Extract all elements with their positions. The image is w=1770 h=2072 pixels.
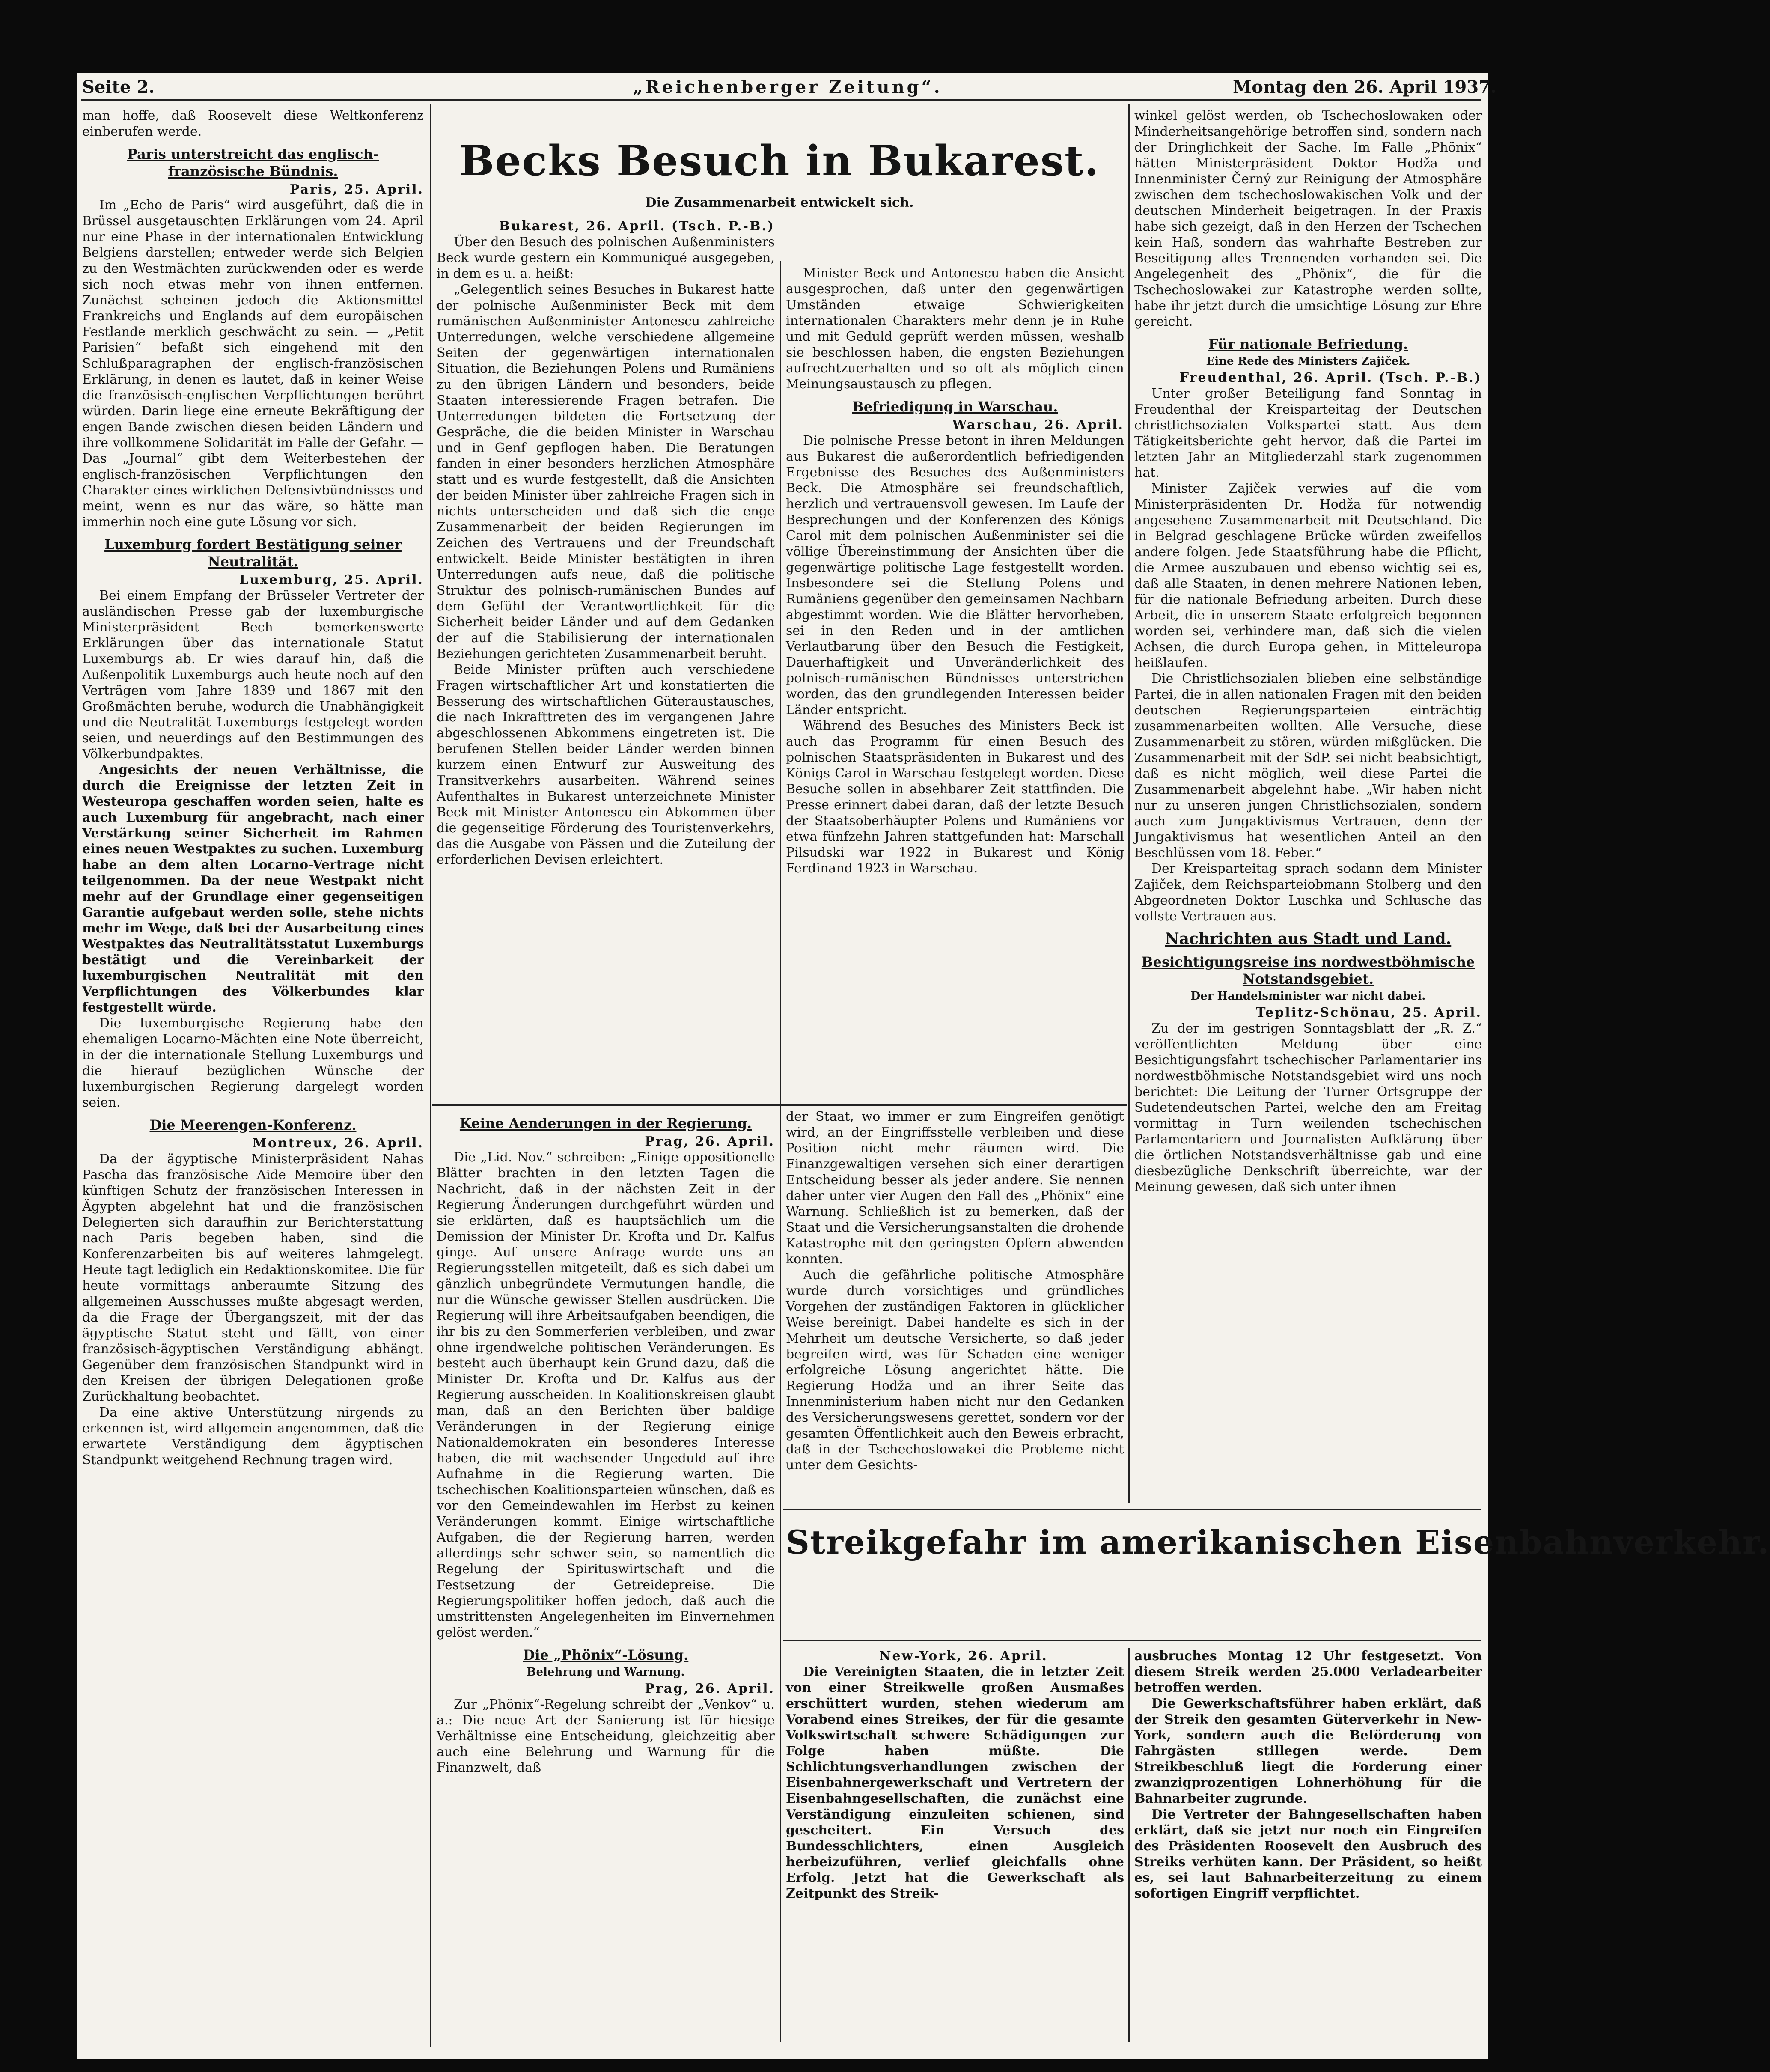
article-subheadline: Eine Rede des Ministers Zajiček.	[1206, 355, 1410, 368]
column-4	[1134, 108, 1482, 1503]
article-headline: Die Meerengen-Konferenz.	[149, 1117, 357, 1133]
article-paragraph: Die polnische Presse betont in ihren Meldungen aus Bukarest die außerordentlich befriedigenden Ergebnisse des Besuches des Außenministers Beck. Die Atmosphäre sei freundschaftlich, herzlich und vertrauensvoll gewesen. Im Laufe der Besprechungen und der Konferenzen des Königs Carol mit dem polnischen Außenminister sei die völlige Übereinstimmung der Ansichten über die gegenwärtige politische Lage festgestellt worden. Insbesondere sei die Stellung Polens und Rumäniens gegenüber den gemeinsamen Nachbarn abgestimmt worden. Wie die Blätter hervorheben, sei in den Reden und in der amtlichen Verlautbarung über den Besuch die Festigkeit, Dauerhaftigkeit und Unveränderlichkeit des polnisch-rumänischen Bündnisses unterstrichen worden, das den grundlegenden Interessen beider Länder entspricht.	[786, 433, 1124, 717]
article-paragraph: Angesichts der neuen Verhältnisse, die durch die Ereignisse der letzten Zeit in Westeuropa geschaffen worden seien, halte es auch Luxemburg für angebracht, nach einer Verstärkung seiner Sicherheit im Rahmen eines neuen Westpaktes zu suchen. Luxemburg habe an dem alten Locarno-Vertrage nicht teilgenommen. Da der neue Westpakt nicht mehr auf der Grundlage einer gegenseitigen Garantie aufgebaut werden solle, stehe nichts mehr im Wege, daß bei der Ausarbeitung eines Westpaktes das Neutralitätsstatut Luxemburgs bestätigt und die Vereinbarkeit der luxemburgischen Neutralität mit den Verpflichtungen des Völkerbundes klar festgestellt würde.	[82, 762, 424, 1015]
article-paragraph: Die Gewerkschaftsführer haben erklärt, daß der Streik den gesamten Güterverkehr in New-York, sondern auch die Beförderung von Fahrgästen stillegen werde. Dem Streikbeschluß liegt die Forderung einer zwanzigprozentigen Lohnerhöhung für die Bahnarbeiter zugrunde.	[1134, 1696, 1482, 1806]
column-3-lower	[786, 1109, 1124, 1505]
article-dateline: New-York, 26. April.	[879, 1649, 1048, 1664]
column-2-main-story	[437, 218, 775, 1100]
article-dateline: Luxemburg, 25. April.	[239, 572, 424, 587]
article-paragraph: Minister Zajiček verwies auf die vom Ministerpräsidenten Dr. Hodža für notwendig angesehene Zusammenarbeit mit Deutschland. Die in Belgrad geschlagene Brücke würden zweifellos andere folgen. Jede Staatsführung habe die Pflicht, die Armee auszubauen und ebenso wichtig sei es, daß alle Staaten, in denen mehrere Nationen leben, für die nationale Befriedung arbeiten. Durch diese Arbeit, die in unserem Staate erfolgreich begonnen worden sei, verhindere man, daß sich die vielen Achsen, die durch Europa gehen, in Mitteleuropa heißlaufen.	[1134, 481, 1482, 670]
article-paragraph: winkel gelöst werden, ob Tschechoslowaken oder Minderheitsangehörige betroffen sind, sondern nach der Dringlichkeit der Sache. Im Falle „Phönix“ hätten Ministerpräsident Doktor Hodža und Innenminister Černý zur Reinigung der Atmosphäre zwischen dem tschechoslowakischen Volk und der deutschen Minderheit beigetragen. In der Praxis habe sich gezeigt, daß in den Herzen der Tschechen kein Haß, sondern das wahrhafte Bestreben zur Beseitigung alles Trennenden vorhanden sei. Die Angelegenheit des „Phönix“, die für die Tschechoslowakei zur Katastrophe werden sollte, habe ihr jetzt durch die umsichtige Lösung zur Ehre gereicht.	[1134, 108, 1482, 329]
issue-date: Montag den 26. April 1937.	[1233, 77, 1496, 97]
article-headline: Keine Aenderungen in der Regierung.	[459, 1115, 752, 1131]
article-dateline: Freudenthal, 26. April. (Tsch. P.-B.)	[1179, 370, 1482, 385]
masthead: „Reichenberger Zeitung“.	[633, 77, 943, 97]
article-headline: Luxemburg fordert Bestätigung seiner Neutralität.	[104, 536, 402, 570]
article-continuation: man hoffe, daß Roosevelt diese Weltkonferenz einberufen werde.	[82, 108, 424, 139]
article-headline: Besichtigungsreise ins nordwestböhmische Notstandsgebiet.	[1141, 954, 1475, 987]
article-paragraph: Zu der im gestrigen Sonntagsblatt der „R. Z.“ veröffentlichten Meldung über eine Besichtigungsfahrt tschechischer Parlamentarier ins nordwestböhmische Notstandsgebiet wird uns noch berichtet: Die Leitung der Turner Ortsgruppe der Sudetendeutschen Partei, welche den am Freitag vormittag in Turn weilenden tschechischen Parlamentariern und Journalisten Aufklärung über die örtlichen Notstandsverhältnisse gab und eine diesbezügliche Denkschrift überreichte, war der Meinung gewesen, daß sich unter ihnen	[1134, 1021, 1482, 1194]
main-subheadline: Die Zusammenarbeit entwickelt sich.	[645, 195, 914, 210]
article-dateline: Bukarest, 26. April. (Tsch. P.-B.)	[499, 219, 775, 234]
main-headline: Becks Besuch in Bukarest.	[459, 137, 1100, 185]
header-rule	[81, 99, 1481, 101]
article-paragraph: „Gelegentlich seines Besuches in Bukarest hatte der polnische Außenminister Beck mit dem rumänischen Außenminister Antonescu zahlreiche Unterredungen, welche verschiedene allgemeine Seiten der gegenwärtigen internationalen Situation, die Beziehungen Polens und Rumäniens zu den übrigen Ländern und besonders, beide Staaten interessierende Fragen betrafen. Die Unterredungen bildeten die Fortsetzung der Gespräche, die die beiden Minister in Warschau und in Genf gepflogen haben. Die Beratungen fanden in einer besonders herzlichen Atmosphäre statt und es wurde festgestellt, daß die Ansichten der beiden Minister über zahlreiche Fragen sich in nichts unterscheiden und daß sich die enge Zusammenarbeit der beiden Regierungen im Zeichen des Vertrauens und der Freundschaft entwickelt. Beide Minister bestätigten in ihren Unterredungen aufs neue, daß die politische Struktur des polnisch-rumänischen Bundes auf dem Gefühl der Verantwortlichkeit für die Sicherheit beider Länder und auf dem Gedanken der auf die Stabilisierung der internationalen Beziehungen gerichteten Zusammenarbeit beruht.	[437, 282, 775, 661]
article-dateline: Montreux, 26. April.	[252, 1136, 424, 1151]
article-subheadline: Belehrung und Warnung.	[527, 1666, 685, 1679]
article-headline: Für nationale Befriedung.	[1208, 336, 1408, 352]
article-dateline: Prag, 26. April.	[645, 1134, 775, 1149]
article-paragraph: Im „Echo de Paris“ wird ausgeführt, daß die in Brüssel ausgetauschten Erklärungen vom 24. April nur eine Phase in der internationalen Entwicklung Belgiens darstellen; entweder werde sich Belgien zu den Westmächten zurückwenden oder es werde sich noch etwas mehr von ihnen entfernen. Zunächst scheinen jedoch die Aktionsmittel Frankreichs und Englands auf dem europäischen Festlande merklich geschwächt zu sein. — „Petit Parisien“ befaßt sich eingehend mit den Schlußparagraphen der englisch-französischen Erklärung, in denen es lautet, daß in keiner Weise die französisch-englischen Verpflichtungen berührt würden. Darin liege eine erneute Bekräftigung der engen Bande zwischen diesen beiden Ländern und ihre vollkommene Solidarität im Falle der Gefahr. — Das „Journal“ gibt dem Weiterbestehen der englisch-französischen Verpflichtungen den Charakter eines wirklichen Defensivbündnisses und meint, wenn es nur das wäre, so hätte man immerhin noch eine gute Lösung vor sich.	[82, 198, 424, 530]
column-3-main-story	[786, 265, 1124, 1100]
article-paragraph: Unter großer Beteiligung fand Sonntag in Freudenthal der Kreisparteitag der Deutschen christlichsozialen Volkspartei statt. Aus dem Tätigkeitsberichte geht hervor, daß die Partei im letzten Jahr an Mitgliederzahl stark zugenommen hat.	[1134, 386, 1482, 480]
article-headline: Befriedigung in Warschau.	[852, 399, 1058, 415]
strike-column-b	[1134, 1648, 1482, 2042]
section-heading: Nachrichten aus Stadt und Land.	[1165, 930, 1452, 948]
column-1	[82, 108, 424, 2043]
article-paragraph: Die „Lid. Nov.“ schreiben: „Einige oppositionelle Blätter brachten in den letzten Tagen die Nachricht, daß in der nächsten Zeit in der Regierung Änderungen durchgeführt würden und sie erklärten, daß es hauptsächlich um die Demission der Minister Dr. Krofta und Dr. Kalfus ginge. Auf unsere Anfrage wurde uns an Regierungsstellen mitgeteilt, daß es sich dabei um gänzlich unbegründete Vermutungen handle, die nur die Wünsche gewisser Stellen ausdrücken. Die Regierung will ihre Arbeitsaufgaben beendigen, die ihr bis zu den Sommerferien verbleiben, und zwar ohne irgendwelche politischen Veränderungen. Es besteht auch überhaupt kein Grund dazu, daß die Minister Dr. Krofta und Dr. Kalfus aus der Regierung ausscheiden. In Koalitionskreisen glaubt man, daß an den Berichten über baldige Veränderungen in der Regierung einige Nationaldemokraten ein besonderes Interesse haben, die mit wachsender Ungeduld auf ihre Aufnahme in die Regierung warten. Die tschechischen Koalitionsparteien wünschen, daß es vor den Gemeindewahlen im Herbst zu keinen Veränderungen kommt. Einige wirtschaftliche Aufgaben, die der Regierung harren, werden allerdings sehr schwer sein, so namentlich die Regelung der Spirituswirtschaft und die Festsetzung der Getreidepreise. Die Regierungspolitiker hoffen jedoch, daß auch die umstrittensten Angelegenheiten im Einvernehmen gelöst werden.“	[437, 1150, 775, 1640]
column-rule	[1128, 1648, 1130, 2042]
article-paragraph: Minister Beck und Antonescu haben die Ansicht ausgesprochen, daß unter den gegenwärtigen Umständen etwaige Schwierigkeiten internationalen Charakters mehr denn je in Ruhe und mit Geduld geprüft werden müssen, weshalb sie beschlossen haben, die engsten Beziehungen aufrechtzuerhalten und so oft als möglich einen Meinungsaustausch zu pflegen.	[786, 266, 1124, 392]
strike-headline: Streikgefahr im amerikanischen Eisenbahnverkehr.	[786, 1523, 1770, 1561]
strike-column-a	[786, 1648, 1124, 2042]
column-rule	[780, 261, 781, 2042]
article-paragraph: Auch die gefährliche politische Atmosphäre wurde durch vorsichtiges und gründliches Vorgehen der zuständigen Faktoren in glücklicher Weise bereinigt. Dabei handelte es sich in der Mehrheit um deutsche Versicherte, so daß jeder begreifen wird, was für Schaden eine weniger erfolgreiche Lösung angerichtet hätte. Die Regierung Hodža und an ihrer Seite das Innenministerium haben nicht nur den Gedanken des Versicherungswesens gerettet, sondern vor der gesamten Öffentlichkeit auch den Beweis erbracht, daß in der Tschechoslowakei die Probleme nicht unter dem Gesichts-	[786, 1268, 1124, 1473]
article-headline: Paris unterstreicht das englisch-französische Bündnis.	[127, 146, 379, 179]
article-headline: Die „Phönix“-Lösung.	[523, 1647, 689, 1663]
article-dateline: Warschau, 26. April.	[952, 417, 1124, 432]
article-paragraph: Die luxemburgische Regierung habe den ehemaligen Locarno-Mächten eine Note überreicht, in der die internationale Stellung Luxemburgs und die hierauf bezüglichen Wünsche der luxemburgischen Regierung dargelegt worden seien.	[82, 1016, 424, 1110]
article-paragraph: Da der ägyptische Ministerpräsident Nahas Pascha das französische Aide Memoire über den künftigen Schutz der französischen Interessen in Ägypten abgelehnt hat und die französischen Delegierten sich daraufhin zur Berichterstattung nach Paris begeben haben, sind die Konferenzarbeiten bis auf weiteres lahmgelegt. Heute tagt lediglich ein Redaktionskomitee. Die für heute vormittags anberaumte Sitzung des allgemeinen Ausschusses mußte abgesagt werden, da die Frage der Übergangszeit, mit der das ägyptische Statut steht und fällt, von einer französisch-ägyptischen Verständigung abhängt. Gegenüber dem französischen Standpunkt wird in den Kreisen der übrigen Delegationen große Zurückhaltung beobachtet.	[82, 1152, 424, 1404]
article-paragraph: Über den Besuch des polnischen Außenministers Beck wurde gestern ein Kommuniqué ausgegeben, in dem es u. a. heißt:	[437, 235, 775, 281]
column-rule	[430, 104, 431, 2047]
article-paragraph: Die Christlichsozialen blieben eine selbständige Partei, die in allen nationalen Fragen mit den beiden deutschen Regierungsparteien einträchtig zusammenarbeiten wollten. Alle Versuche, diese Zusammenarbeit zu stören, würden mißglücken. Die Zusammenarbeit mit der SdP. sei nicht beabsichtigt, daß es nicht möglich, weil diese Partei die Zusammenarbeit abgelehnt habe. „Wir haben nicht nur zu unseren jungen Christlichsozialen, sondern auch zum Jungaktivismus Vertrauen, denn der Jungaktivismus hat wesentlichen Anteil an den Beschlüssen vom 18. Feber.“	[1134, 671, 1482, 860]
article-subheadline: Der Handelsminister war nicht dabei.	[1190, 990, 1426, 1003]
section-rule	[783, 1640, 1481, 1641]
article-paragraph: Die Vereinigten Staaten, die in letzter Zeit von einer Streikwelle großen Ausmaßes erschüttert wurden, stehen wiederum am Vorabend eines Streikes, der für die gesamte Volkswirtschaft schwere Schädigungen zur Folge haben müßte. Die Schlichtungsverhandlungen zwischen der Eisenbahnergewerkschaft und Vertretern der Eisenbahngesellschaften, die zunächst eine Verständigung einzuleiten schienen, sind gescheitert. Ein Versuch des Bundesschlichters, einen Ausgleich herbeizuführen, verlief gleichfalls ohne Erfolg. Jetzt hat die Gewerkschaft als Zeitpunkt des Streik-	[786, 1664, 1124, 1901]
article-dateline: Prag, 26. April.	[645, 1681, 775, 1696]
column-2-lower	[437, 1109, 775, 2042]
page-number: Seite 2.	[82, 77, 155, 97]
newspaper-page	[77, 73, 1770, 2059]
article-paragraph: Die Vertreter der Bahngesellschaften haben erklärt, daß sie jetzt nur noch ein Eingreifen des Präsidenten Roosevelt den Ausbruch des Streiks verhüten kann. Der Präsident, so heißt es, sei laut Bahnarbeiterzeitung zu einem sofortigen Eingriff verpflichtet.	[1134, 1807, 1482, 1901]
article-paragraph: ausbruches Montag 12 Uhr festgesetzt. Von diesem Streik werden 25.000 Verladearbeiter betroffen werden.	[1134, 1649, 1482, 1695]
column-rule	[1128, 104, 1130, 1503]
section-rule	[432, 1104, 1127, 1106]
article-dateline: Paris, 25. April.	[289, 182, 424, 197]
article-paragraph: der Staat, wo immer er zum Eingreifen genötigt wird, an der Eingriffsstelle verbleiben und diese Position nicht mehr räumen wird. Die Finanzgewaltigen versehen sich einer derartigen Entscheidung besser als jeder andere. Sie nennen daher unter vier Augen den Fall des „Phönix“ eine Warnung. Schließlich ist zu bemerken, daß der Staat und die Versicherungsanstalten die drohende Katastrophe mit den geringsten Opfern abwenden konnten.	[786, 1109, 1124, 1267]
section-rule	[783, 1509, 1481, 1510]
article-paragraph: Zur „Phönix“-Regelung schreibt der „Venkov“ u. a.: Die neue Art der Sanierung ist für hiesige Verhältnisse eine Entscheidung, gleichzeitig aber auch eine Belehrung und Warnung für die Finanzwelt, daß	[437, 1697, 775, 1775]
article-paragraph: Beide Minister prüften auch verschiedene Fragen wirtschaftlicher Art und konstatierten die Besserung des wirtschaftlichen Güteraustausches, die nach Inkrafttreten des im vergangenen Jahre abgeschlossenen Abkommens eingetreten ist. Die berufenen Stellen beider Länder werden binnen kurzem einen Entwurf zur Ausweitung des Transitverkehrs ausarbeiten. Während seines Aufenthaltes in Bukarest unterzeichnete Minister Beck mit Minister Antonescu ein Abkommen über die gegenseitige Förderung des Touristenverkehrs, das die Ausgabe von Pässen und die Zuteilung der erforderlichen Devisen erleichtert.	[437, 662, 775, 867]
article-paragraph: Während des Besuches des Ministers Beck ist auch das Programm für einen Besuch des polnischen Staatspräsidenten in Bukarest und des Königs Carol in Warschau festgelegt worden. Diese Besuche sollen in absehbarer Zeit stattfinden. Die Presse erinnert dabei daran, daß der letzte Besuch der Staatsoberhäupter Polens und Rumäniens vor etwa fünfzehn Jahren stattgefunden hat: Marschall Pilsudski war 1922 in Bukarest und König Ferdinand 1923 in Warschau.	[786, 718, 1124, 876]
article-paragraph: Da eine aktive Unterstützung nirgends zu erkennen ist, wird allgemein angenommen, daß die erwartete Verständigung dem ägyptischen Standpunkt weitgehend Rechnung tragen wird.	[82, 1405, 424, 1468]
article-dateline: Teplitz-Schönau, 25. April.	[1256, 1005, 1482, 1020]
article-paragraph: Bei einem Empfang der Brüsseler Vertreter der ausländischen Presse gab der luxemburgische Ministerpräsident Bech bemerkenswerte Erklärungen über das internationale Statut Luxemburgs ab. Er wies darauf hin, daß die Außenpolitik Luxemburgs auch heute noch auf den Verträgen vom Jahre 1839 und 1867 mit den Großmächten beruhe, wodurch die Unabhängigkeit und die Neutralität Luxemburgs festgelegt worden seien, und neuerdings auf den Bestimmungen des Völkerbundpaktes.	[82, 588, 424, 762]
article-paragraph: Der Kreisparteitag sprach sodann dem Minister Zajiček, dem Reichsparteiobmann Stolberg und den Abgeordneten Doktor Luschka und Schlusche das vollste Vertrauen aus.	[1134, 861, 1482, 924]
